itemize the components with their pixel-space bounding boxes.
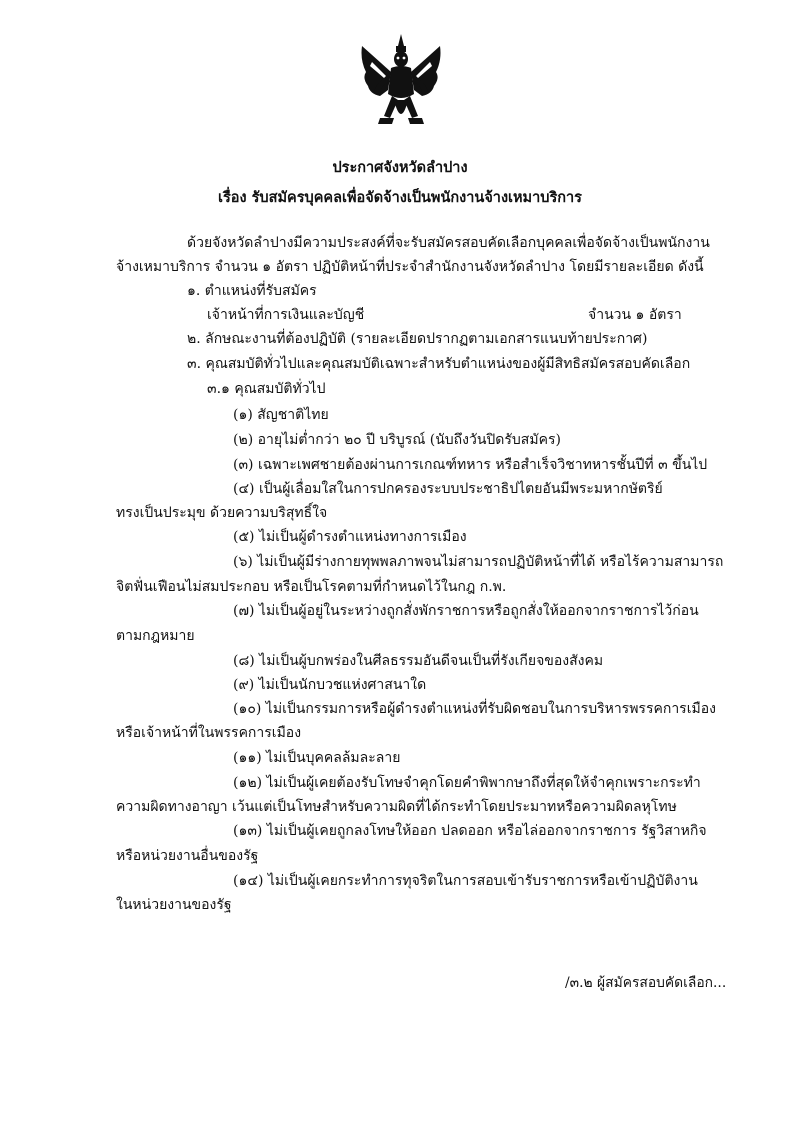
qualification-12-line-1: (๑๒) ไม่เป็นผู้เคยต้องรับโทษจำคุกโดยคำพิพากษาถึงที่สุดให้จำคุกเพราะกระทำ xyxy=(233,775,701,791)
qualification-6-line-1: (๖) ไม่เป็นผู้มีร่างกายทุพพลภาพจนไม่สามารถปฏิบัติหน้าที่ได้ หรือไร้ความสามารถ xyxy=(233,554,724,570)
qualification-12-line-2: ความผิดทางอาญา เว้นแต่เป็นโทษสำหรับความผิดที่ได้กระทำโดยประมาทหรือความผิดลหุโทษ xyxy=(116,799,677,815)
section-3-1-heading: ๓.๑ คุณสมบัติทั่วไป xyxy=(207,381,326,397)
intro-line-1: ด้วยจังหวัดลำปางมีความประสงค์ที่จะรับสมัครสอบคัดเลือกบุคคลเพื่อจัดจ้างเป็นพนักงาน xyxy=(187,235,710,251)
qualification-6-line-2: จิตฟั่นเฟือนไม่สมประกอบ หรือเป็นโรคตามที่กำหนดไว้ในกฎ ก.พ. xyxy=(116,579,507,595)
position-name: เจ้าหน้าที่การเงินและบัญชี xyxy=(207,307,365,323)
continued-marker: /๓.๒ ผู้สมัครสอบคัดเลือก... xyxy=(564,975,727,991)
qualification-5: (๕) ไม่เป็นผู้ดำรงตำแหน่งทางการเมือง xyxy=(233,529,467,545)
qualification-4-line-1: (๔) เป็นผู้เลื่อมใสในการปกครองระบบประชาธิปไตยอันมีพระมหากษัตริย์ xyxy=(233,481,663,497)
section-1-heading: ๑. ตำแหน่งที่รับสมัคร xyxy=(187,283,317,299)
qualification-8: (๘) ไม่เป็นผู้บกพร่องในศีลธรรมอันดีจนเป็นที่รังเกียจของสังคม xyxy=(233,653,604,669)
announcement-subject: เรื่อง รับสมัครบุคคลเพื่อจัดจ้างเป็นพนักงานจ้างเหมาบริการ xyxy=(218,189,582,206)
qualification-14-line-1: (๑๔) ไม่เป็นผู้เคยกระทำการทุจริตในการสอบเข้ารับราชการหรือเข้าปฏิบัติงาน xyxy=(233,873,698,889)
qualification-14-line-2: ในหน่วยงานของรัฐ xyxy=(116,897,232,913)
qualification-10-line-2: หรือเจ้าหน้าที่ในพรรคการเมือง xyxy=(116,725,302,741)
qualification-1: (๑) สัญชาติไทย xyxy=(233,407,329,423)
section-2-heading: ๒. ลักษณะงานที่ต้องปฏิบัติ (รายละเอียดปรากฏตามเอกสารแนบท้ายประกาศ) xyxy=(187,331,648,347)
qualification-3: (๓) เฉพาะเพศชายต้องผ่านการเกณฑ์ทหาร หรือสำเร็จวิชาทหารชั้นปีที่ ๓ ขึ้นไป xyxy=(233,457,708,473)
qualification-13-line-1: (๑๓) ไม่เป็นผู้เคยถูกลงโทษให้ออก ปลดออก หรือไล่ออกจากราชการ รัฐวิสาหกิจ xyxy=(233,823,707,839)
qualification-4-line-2: ทรงเป็นประมุข ด้วยความบริสุทธิ์ใจ xyxy=(116,505,328,521)
announcement-title: ประกาศจังหวัดลำปาง xyxy=(332,159,468,176)
position-count: จำนวน ๑ อัตรา xyxy=(588,307,682,323)
qualification-7-line-1: (๗) ไม่เป็นผู้อยู่ในระหว่างถูกสั่งพักราชการหรือถูกสั่งให้ออกจากราชการไว้ก่อน xyxy=(233,603,699,619)
qualification-7-line-2: ตามกฎหมาย xyxy=(116,628,195,644)
qualification-2: (๒) อายุไม่ต่ำกว่า ๒๐ ปี บริบูรณ์ (นับถึงวันปิดรับสมัคร) xyxy=(233,432,561,448)
qualification-13-line-2: หรือหน่วยงานอื่นของรัฐ xyxy=(116,848,259,864)
qualification-10-line-1: (๑๐) ไม่เป็นกรรมการหรือผู้ดำรงตำแหน่งที่รับผิดชอบในการบริหารพรรคการเมือง xyxy=(233,701,716,717)
intro-line-2: จ้างเหมาบริการ จำนวน ๑ อัตรา ปฏิบัติหน้าที่ประจำสำนักงานจังหวัดลำปาง โดยมีรายละเอียด ดังนี้ xyxy=(116,259,704,275)
qualification-9: (๙) ไม่เป็นนักบวชแห่งศาสนาใด xyxy=(233,677,427,693)
qualification-11: (๑๑) ไม่เป็นบุคคลล้มละลาย xyxy=(233,750,401,766)
section-3-heading: ๓. คุณสมบัติทั่วไปและคุณสมบัติเฉพาะสำหรับตำแหน่งของผู้มีสิทธิสมัครสอบคัดเลือก xyxy=(187,356,691,372)
garuda-emblem-icon xyxy=(358,32,444,130)
